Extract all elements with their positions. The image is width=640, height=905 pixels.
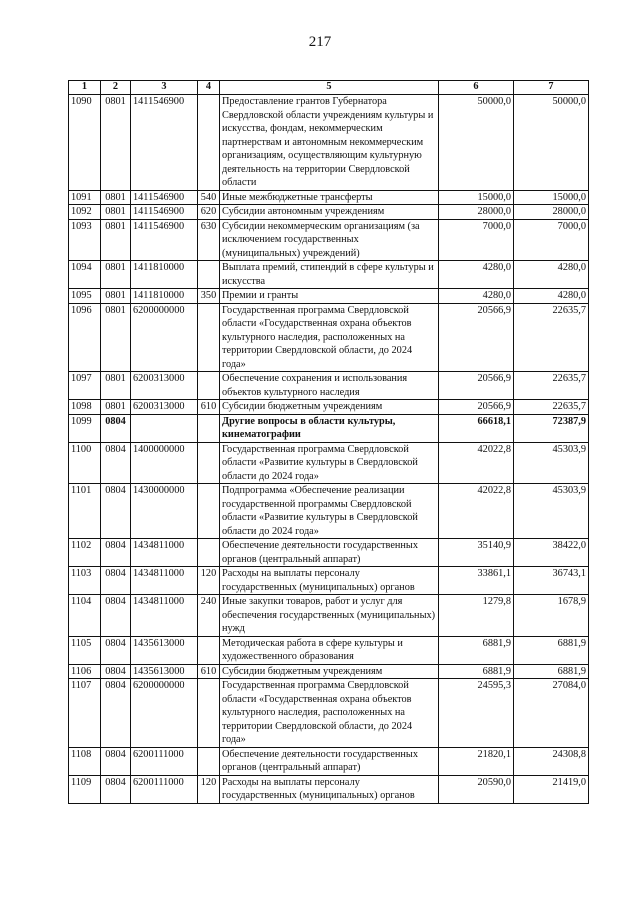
table-row <box>69 442 589 484</box>
row-number-cell: 1099 <box>69 414 101 442</box>
amount-col7-cell: 6881,9 <box>514 664 589 679</box>
row-number-cell: 1098 <box>69 400 101 415</box>
amount-col7-cell: 38422,0 <box>514 539 589 567</box>
row-number-cell: 1095 <box>69 289 101 304</box>
row-number-cell: 1103 <box>69 567 101 595</box>
row-number-cell: 1106 <box>69 664 101 679</box>
budget-table <box>68 80 589 804</box>
item-name-cell: Расходы на выплаты персоналу государственных (муниципальных) органов <box>220 775 439 803</box>
table-row <box>69 567 589 595</box>
row-number-cell: 1101 <box>69 484 101 539</box>
article-code-cell: 1411546900 <box>131 219 198 261</box>
section-code-cell: 0804 <box>101 679 131 748</box>
amount-col6-cell: 6881,9 <box>439 636 514 664</box>
row-number-cell: 1091 <box>69 190 101 205</box>
header-row <box>69 81 589 95</box>
expense-type-cell: 620 <box>198 205 220 220</box>
article-code-cell: 1430000000 <box>131 484 198 539</box>
amount-col6-cell: 42022,8 <box>439 484 514 539</box>
article-code-cell: 1411546900 <box>131 95 198 191</box>
article-code-cell: 6200313000 <box>131 372 198 400</box>
row-number-cell: 1093 <box>69 219 101 261</box>
amount-col7-cell: 50000,0 <box>514 95 589 191</box>
article-code-cell: 1400000000 <box>131 442 198 484</box>
article-code-cell: 1411810000 <box>131 289 198 304</box>
table-row <box>69 205 589 220</box>
table-row <box>69 219 589 261</box>
table-row <box>69 400 589 415</box>
article-code-cell: 1434811000 <box>131 595 198 637</box>
expense-type-cell: 610 <box>198 664 220 679</box>
amount-col6-cell: 6881,9 <box>439 664 514 679</box>
item-name-cell: Другие вопросы в области культуры, кинематографии <box>220 414 439 442</box>
amount-col7-cell: 22635,7 <box>514 303 589 372</box>
amount-col7-cell: 4280,0 <box>514 261 589 289</box>
section-code-cell: 0801 <box>101 261 131 289</box>
expense-type-cell: 120 <box>198 567 220 595</box>
section-code-cell: 0801 <box>101 205 131 220</box>
item-name-cell: Субсидии бюджетным учреждениям <box>220 664 439 679</box>
column-header: 7 <box>514 81 589 95</box>
expense-type-cell <box>198 261 220 289</box>
row-number-cell: 1094 <box>69 261 101 289</box>
item-name-cell: Подпрограмма «Обеспечение реализации государственной программы Свердловской области «Развитие культуры в Свердловской области до 2024 года» <box>220 484 439 539</box>
amount-col7-cell: 15000,0 <box>514 190 589 205</box>
amount-col7-cell: 27084,0 <box>514 679 589 748</box>
row-number-cell: 1107 <box>69 679 101 748</box>
table-row <box>69 747 589 775</box>
table-row <box>69 595 589 637</box>
row-number-cell: 1109 <box>69 775 101 803</box>
amount-col7-cell: 7000,0 <box>514 219 589 261</box>
item-name-cell: Субсидии автономным учреждениям <box>220 205 439 220</box>
amount-col7-cell: 72387,9 <box>514 414 589 442</box>
article-code-cell: 6200111000 <box>131 775 198 803</box>
amount-col6-cell: 1279,8 <box>439 595 514 637</box>
item-name-cell: Обеспечение деятельности государственных органов (центральный аппарат) <box>220 539 439 567</box>
column-header: 4 <box>198 81 220 95</box>
expense-type-cell <box>198 372 220 400</box>
amount-col6-cell: 66618,1 <box>439 414 514 442</box>
column-header: 5 <box>220 81 439 95</box>
table-row <box>69 664 589 679</box>
amount-col7-cell: 1678,9 <box>514 595 589 637</box>
expense-type-cell: 540 <box>198 190 220 205</box>
article-code-cell <box>131 414 198 442</box>
section-code-cell: 0801 <box>101 95 131 191</box>
amount-col6-cell: 20566,9 <box>439 303 514 372</box>
section-code-cell: 0804 <box>101 595 131 637</box>
page-number: 217 <box>308 34 332 50</box>
expense-type-cell: 350 <box>198 289 220 304</box>
expense-type-cell <box>198 414 220 442</box>
section-code-cell: 0801 <box>101 190 131 205</box>
item-name-cell: Государственная программа Свердловской области «Государственная охрана объектов культурного наследия, расположенных на территории Свердловской области, до 2024 года» <box>220 679 439 748</box>
item-name-cell: Методическая работа в сфере культуры и художественного образования <box>220 636 439 664</box>
row-number-cell: 1102 <box>69 539 101 567</box>
amount-col6-cell: 28000,0 <box>439 205 514 220</box>
expense-type-cell <box>198 539 220 567</box>
table-row <box>69 95 589 191</box>
amount-col6-cell: 20590,0 <box>439 775 514 803</box>
amount-col7-cell: 45303,9 <box>514 442 589 484</box>
expense-type-cell <box>198 484 220 539</box>
amount-col6-cell: 35140,9 <box>439 539 514 567</box>
article-code-cell: 1411546900 <box>131 205 198 220</box>
expense-type-cell: 240 <box>198 595 220 637</box>
item-name-cell: Субсидии некоммерческим организациям (за исключением государственных (муниципальных) учреждений) <box>220 219 439 261</box>
article-code-cell: 1435613000 <box>131 664 198 679</box>
expense-type-cell <box>198 95 220 191</box>
article-code-cell: 1411810000 <box>131 261 198 289</box>
article-code-cell: 1435613000 <box>131 636 198 664</box>
amount-col6-cell: 24595,3 <box>439 679 514 748</box>
amount-col6-cell: 20566,9 <box>439 372 514 400</box>
item-name-cell: Предоставление грантов Губернатора Свердловской области учреждениям культуры и искусства, фондам, некоммерческим партнерствам и автономным некоммерческим организациям, осуществляющим культурную деятельность на территории Свердловской области <box>220 95 439 191</box>
expense-type-cell <box>198 442 220 484</box>
expense-type-cell <box>198 303 220 372</box>
item-name-cell: Государственная программа Свердловской области «Развитие культуры в Свердловской области до 2024 года» <box>220 442 439 484</box>
table-body <box>69 95 589 804</box>
article-code-cell: 1434811000 <box>131 567 198 595</box>
row-number-cell: 1090 <box>69 95 101 191</box>
section-code-cell: 0804 <box>101 775 131 803</box>
table-row <box>69 636 589 664</box>
table-row <box>69 261 589 289</box>
row-number-cell: 1100 <box>69 442 101 484</box>
article-code-cell: 1411546900 <box>131 190 198 205</box>
section-code-cell: 0801 <box>101 303 131 372</box>
section-code-cell: 0804 <box>101 747 131 775</box>
amount-col7-cell: 24308,8 <box>514 747 589 775</box>
section-code-cell: 0804 <box>101 414 131 442</box>
row-number-cell: 1105 <box>69 636 101 664</box>
item-name-cell: Обеспечение сохранения и использования объектов культурного наследия <box>220 372 439 400</box>
table-row <box>69 372 589 400</box>
amount-col6-cell: 42022,8 <box>439 442 514 484</box>
row-number-cell: 1096 <box>69 303 101 372</box>
column-header: 3 <box>131 81 198 95</box>
amount-col7-cell: 22635,7 <box>514 400 589 415</box>
item-name-cell: Обеспечение деятельности государственных органов (центральный аппарат) <box>220 747 439 775</box>
amount-col7-cell: 4280,0 <box>514 289 589 304</box>
article-code-cell: 6200000000 <box>131 303 198 372</box>
section-code-cell: 0804 <box>101 539 131 567</box>
article-code-cell: 6200313000 <box>131 400 198 415</box>
table-row <box>69 484 589 539</box>
section-code-cell: 0804 <box>101 442 131 484</box>
amount-col7-cell: 6881,9 <box>514 636 589 664</box>
section-code-cell: 0804 <box>101 484 131 539</box>
row-number-cell: 1097 <box>69 372 101 400</box>
section-code-cell: 0804 <box>101 567 131 595</box>
section-code-cell: 0804 <box>101 664 131 679</box>
item-name-cell: Субсидии бюджетным учреждениям <box>220 400 439 415</box>
expense-type-cell: 610 <box>198 400 220 415</box>
amount-col7-cell: 22635,7 <box>514 372 589 400</box>
amount-col6-cell: 15000,0 <box>439 190 514 205</box>
table-row <box>69 190 589 205</box>
amount-col6-cell: 4280,0 <box>439 261 514 289</box>
section-code-cell: 0801 <box>101 400 131 415</box>
item-name-cell: Премии и гранты <box>220 289 439 304</box>
article-code-cell: 1434811000 <box>131 539 198 567</box>
amount-col7-cell: 45303,9 <box>514 484 589 539</box>
column-header: 1 <box>69 81 101 95</box>
expense-type-cell: 120 <box>198 775 220 803</box>
column-header: 6 <box>439 81 514 95</box>
amount-col6-cell: 7000,0 <box>439 219 514 261</box>
article-code-cell: 6200111000 <box>131 747 198 775</box>
item-name-cell: Выплата премий, стипендий в сфере культуры и искусства <box>220 261 439 289</box>
table-row <box>69 775 589 803</box>
column-header: 2 <box>101 81 131 95</box>
amount-col7-cell: 36743,1 <box>514 567 589 595</box>
section-code-cell: 0801 <box>101 289 131 304</box>
row-number-cell: 1092 <box>69 205 101 220</box>
section-code-cell: 0801 <box>101 372 131 400</box>
amount-col7-cell: 28000,0 <box>514 205 589 220</box>
expense-type-cell <box>198 679 220 748</box>
expense-type-cell <box>198 636 220 664</box>
amount-col7-cell: 21419,0 <box>514 775 589 803</box>
section-code-cell: 0801 <box>101 219 131 261</box>
table-row <box>69 303 589 372</box>
item-name-cell: Иные межбюджетные трансферты <box>220 190 439 205</box>
row-number-cell: 1108 <box>69 747 101 775</box>
amount-col6-cell: 4280,0 <box>439 289 514 304</box>
item-name-cell: Государственная программа Свердловской области «Государственная охрана объектов культурного наследия, расположенных на территории Свердловской области, до 2024 года» <box>220 303 439 372</box>
amount-col6-cell: 33861,1 <box>439 567 514 595</box>
table-row <box>69 679 589 748</box>
table-row <box>69 289 589 304</box>
row-number-cell: 1104 <box>69 595 101 637</box>
amount-col6-cell: 20566,9 <box>439 400 514 415</box>
expense-type-cell: 630 <box>198 219 220 261</box>
item-name-cell: Расходы на выплаты персоналу государственных (муниципальных) органов <box>220 567 439 595</box>
article-code-cell: 6200000000 <box>131 679 198 748</box>
table-row <box>69 539 589 567</box>
item-name-cell: Иные закупки товаров, работ и услуг для обеспечения государственных (муниципальных) нужд <box>220 595 439 637</box>
amount-col6-cell: 21820,1 <box>439 747 514 775</box>
table-row <box>69 414 589 442</box>
expense-type-cell <box>198 747 220 775</box>
section-code-cell: 0804 <box>101 636 131 664</box>
amount-col6-cell: 50000,0 <box>439 95 514 191</box>
